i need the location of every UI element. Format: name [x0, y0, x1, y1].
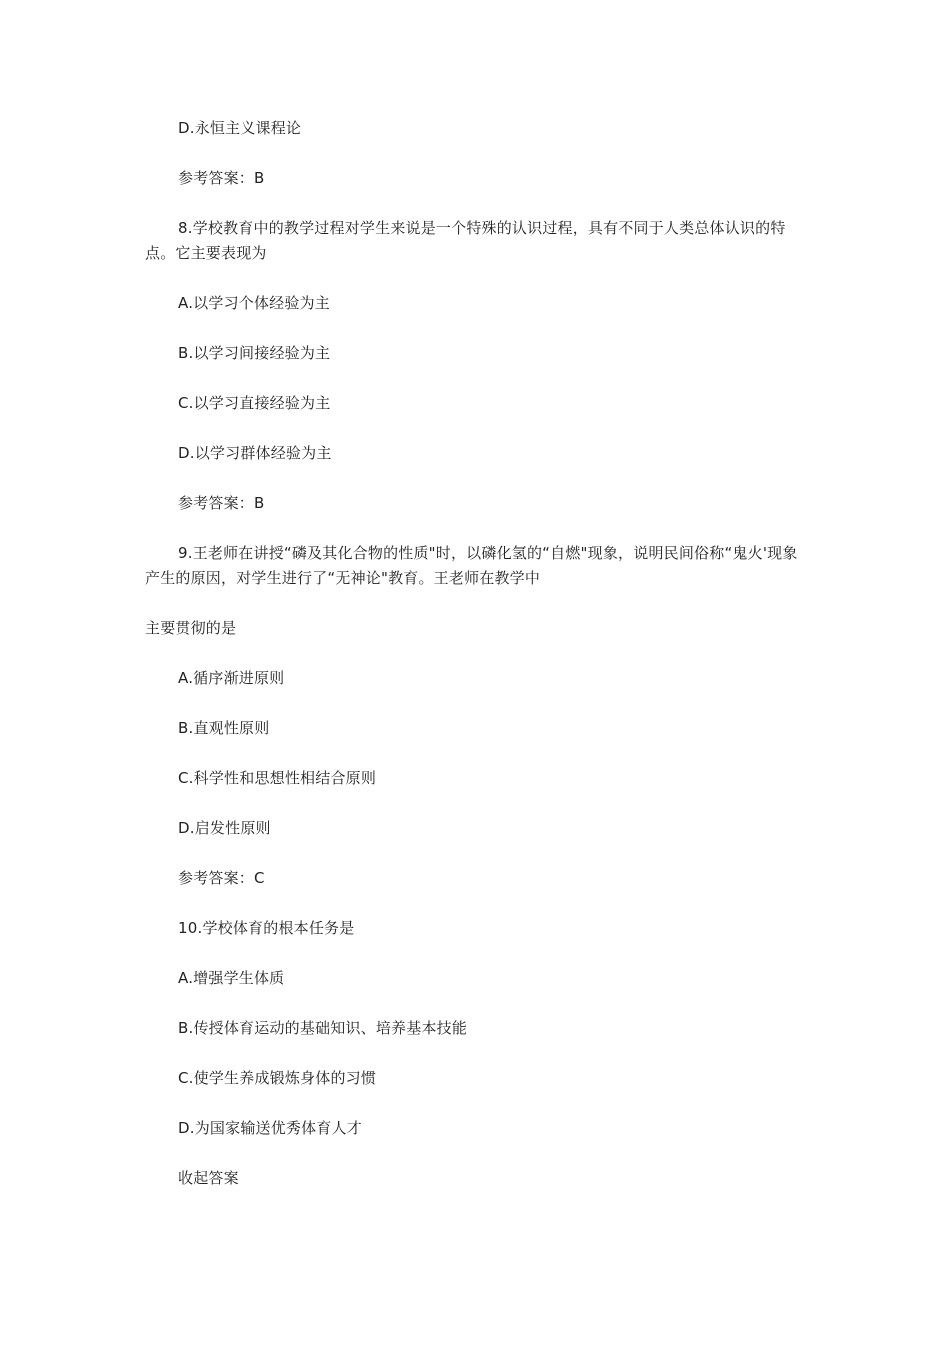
q10-option-c: C.使学生养成锻炼身体的习惯 — [178, 1069, 377, 1087]
q9-stem-continued: 主要贯彻的是 — [145, 619, 237, 637]
q8-stem: 8.学校教育中的教学过程对学生来说是一个特殊的认识过程，具有不同于人类总体认识的特点。它主要表现为 — [145, 219, 786, 262]
q8-option-b: B.以学习间接经验为主 — [178, 344, 331, 362]
q9-answer: 参考答案：C — [178, 869, 265, 887]
q9-stem: 9.王老师在讲授“磷及其化合物的性质"时，以磷化氢的“自燃"现象，说明民间俗称“鬼火'现象产生的原因，对学生进行了“无神论"教育。王老师在教学中 — [145, 544, 798, 587]
q8-option-c: C.以学习直接经验为主 — [178, 394, 331, 412]
q9-option-a: A.循序渐进原则 — [178, 669, 285, 687]
q7-option-d: D.永恒主义课程论 — [178, 119, 302, 137]
q9-option-b: B.直观性原则 — [178, 719, 270, 737]
q10-stem: 10.学校体育的根本任务是 — [178, 919, 355, 937]
q9-option-d: D.启发性原则 — [178, 819, 271, 837]
q9-option-c: C.科学性和思想性相结合原则 — [178, 769, 377, 787]
q10-option-a: A.增强学生体质 — [178, 969, 285, 987]
q10-option-b: B.传授体育运动的基础知识、培养基本技能 — [178, 1019, 468, 1037]
q8-option-d: D.以学习群体经验为主 — [178, 444, 332, 462]
q10-option-d: D.为国家输送优秀体育人才 — [178, 1119, 362, 1137]
collapse-answer-link[interactable]: 收起答案 — [178, 1169, 239, 1187]
q8-answer: 参考答案：B — [178, 494, 265, 512]
q8-option-a: A.以学习个体经验为主 — [178, 294, 330, 312]
q7-answer: 参考答案：B — [178, 169, 265, 187]
